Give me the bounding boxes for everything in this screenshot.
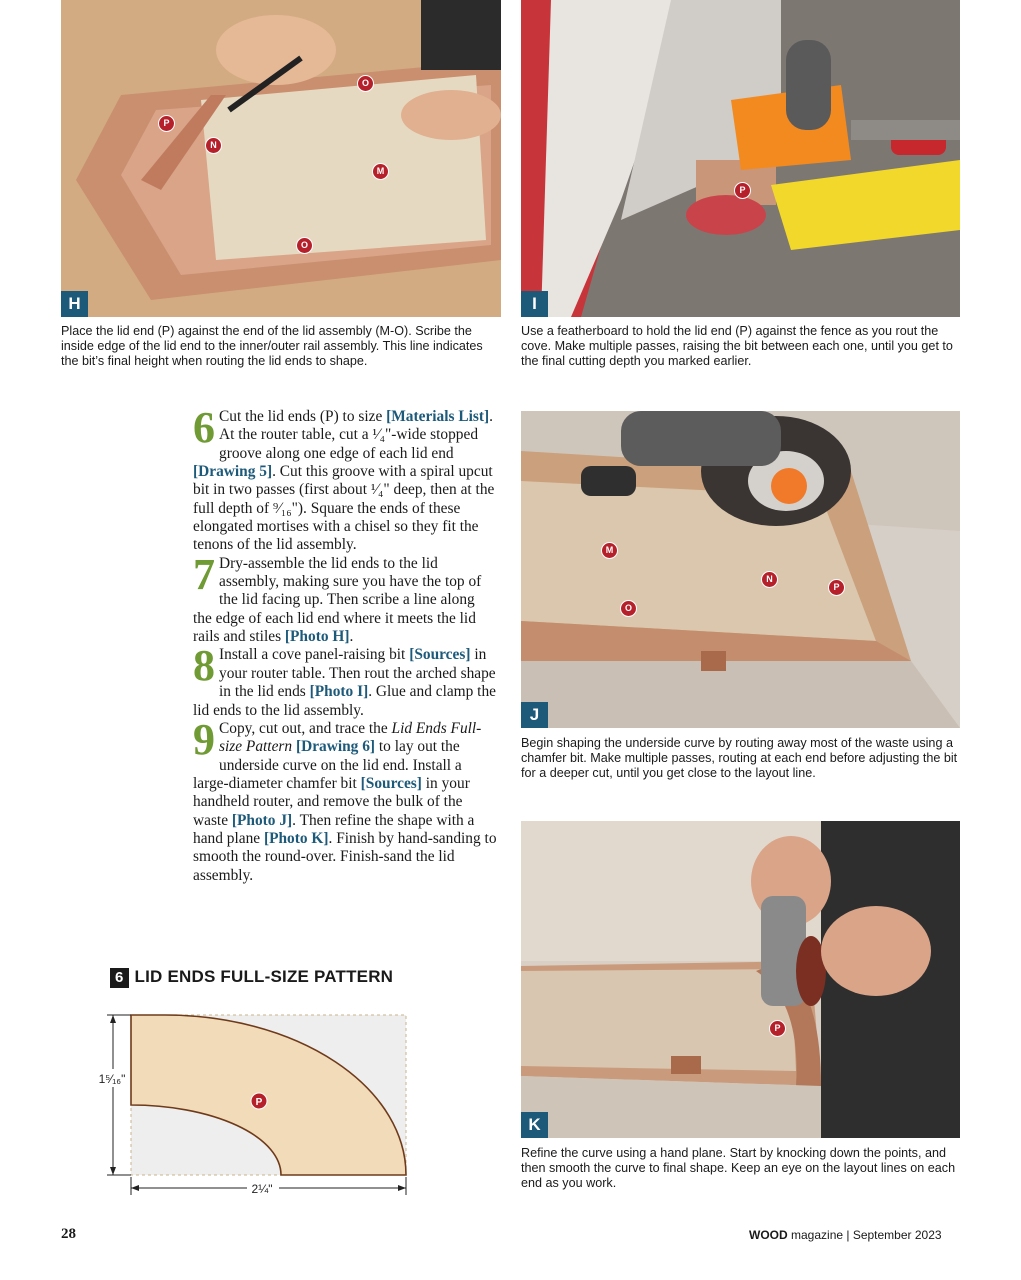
drawing-title-text: LID ENDS FULL-SIZE PATTERN <box>134 967 394 986</box>
photo-k <box>521 821 960 1138</box>
step-8 <box>193 641 497 719</box>
marker-n: N <box>205 137 222 154</box>
marker-p: P <box>769 1020 786 1037</box>
photo-i-caption: Use a featherboard to hold the lid end (P) against the fence as you rout the cove. Make multiple passes, raising the bit between each one, until you get to the final cutting depth you marked earlier. <box>521 324 953 369</box>
marker-p: P <box>158 115 175 132</box>
step-text: to lay out the underside curve on the lid end. Install a large-diameter chamfer bit <box>193 738 462 792</box>
pattern-title: Lid Ends Full-size Pattern <box>219 719 482 756</box>
step-text: . At the router table, cut a ¹⁄₄"-wide stopped groove along one edge of each lid end <box>219 408 494 462</box>
sources-link[interactable]: [Sources] <box>360 774 422 792</box>
step-number: 7 <box>193 549 215 599</box>
width-dimension: 2¼" <box>251 1182 273 1196</box>
materials-list-link[interactable]: [Materials List] <box>386 408 490 425</box>
photo-h-image <box>61 0 501 317</box>
step-text: . Glue and clamp the lid ends to the lid assembly. <box>193 683 496 719</box>
photo-h-link[interactable]: [Photo H] <box>284 628 350 646</box>
photo-j-image <box>521 411 960 728</box>
marker-p: P <box>828 579 845 596</box>
drawing-number: 6 <box>110 968 129 988</box>
photo-h-caption: Place the lid end (P) against the end of the lid assembly (M-O). Scribe the inside edge of the lid end to the inner/outer rail assembly. This line indicates the bit’s final height when routing the lid ends to shape. <box>61 324 483 369</box>
step-text: . <box>349 628 354 646</box>
marker-m: M <box>601 542 618 559</box>
step-text: Dry-assemble the lid ends to the lid assembly, making sure you have the top of the lid facing up. Then scribe a line along the edge of each lid end where it meets the lid rails and stiles <box>193 554 482 646</box>
brand-name: WOOD <box>749 1228 788 1242</box>
step-text: . Cut this groove with a spiral upcut bit in two passes (first about ¹⁄₄" deep, then at the full depth of ⁹⁄₁₆"). Square the ends of these elongated mortises with a chisel so they fit the tenons of the lid assembly. <box>193 463 495 554</box>
step-text: Install a cove panel-raising bit <box>219 646 410 664</box>
photo-label: J <box>521 702 548 728</box>
step-text: . Finish by hand-sanding to smooth the round-over. Finish-sand the lid assembly. <box>193 829 497 884</box>
photo-k-caption: Refine the curve using a hand plane. Start by knocking down the points, and then smooth the curve to final shape. Keep an eye on the layout lines on each end as you work. <box>521 1146 956 1191</box>
marker-n: N <box>761 571 778 588</box>
step-6 <box>193 403 497 555</box>
marker-o: O <box>357 75 374 92</box>
footer-credit <box>749 1228 942 1242</box>
step-text: . Then refine the shape with a hand plane <box>193 811 475 847</box>
photo-j <box>521 411 960 728</box>
step-text: in your router table. Then rout the arched shape in the lid ends <box>219 646 496 701</box>
photo-label: I <box>521 291 548 317</box>
photo-i-image <box>521 0 960 317</box>
publication-line: magazine | September 2023 <box>787 1228 942 1242</box>
instructions-body <box>193 403 497 885</box>
photo-label: H <box>61 291 88 317</box>
marker-o: O <box>296 237 313 254</box>
photo-i-link[interactable]: [Photo I] <box>309 683 369 701</box>
photo-k-link[interactable]: [Photo K] <box>263 829 329 847</box>
photo-j-link[interactable]: [Photo J] <box>231 811 293 829</box>
drawing-title <box>110 967 393 988</box>
step-text: in your handheld router, and remove the bulk of the waste <box>193 774 470 829</box>
lid-end-pattern-drawing <box>85 1005 425 1205</box>
photo-j-caption: Begin shaping the underside curve by routing away most of the waste using a chamfer bit. Make multiple passes, routing at each end before adjusting the bit for a deeper cut, until you get close to the layout line. <box>521 736 958 781</box>
height-dimension: 1⁵⁄₁₆" <box>98 1072 126 1086</box>
sources-link[interactable]: [Sources] <box>409 646 471 664</box>
marker-o: O <box>620 600 637 617</box>
photo-k-image <box>521 821 960 1138</box>
drawing-6-link[interactable]: [Drawing 6] <box>295 738 376 756</box>
step-7 <box>193 549 497 647</box>
step-9 <box>193 714 497 885</box>
photo-h <box>61 0 501 317</box>
step-number: 8 <box>193 641 215 691</box>
page-number: 28 <box>61 1226 76 1242</box>
photo-i <box>521 0 960 317</box>
step-text: Cut the lid ends (P) to size <box>219 408 387 425</box>
marker-p: P <box>734 182 751 199</box>
photo-label: K <box>521 1112 548 1138</box>
part-marker: P <box>255 1097 263 1108</box>
step-number: 9 <box>193 714 215 764</box>
drawing-5-link[interactable]: [Drawing 5] <box>193 463 273 481</box>
marker-m: M <box>372 163 389 180</box>
step-number: 6 <box>193 403 215 452</box>
step-text: Copy, cut out, and trace the <box>219 719 392 737</box>
